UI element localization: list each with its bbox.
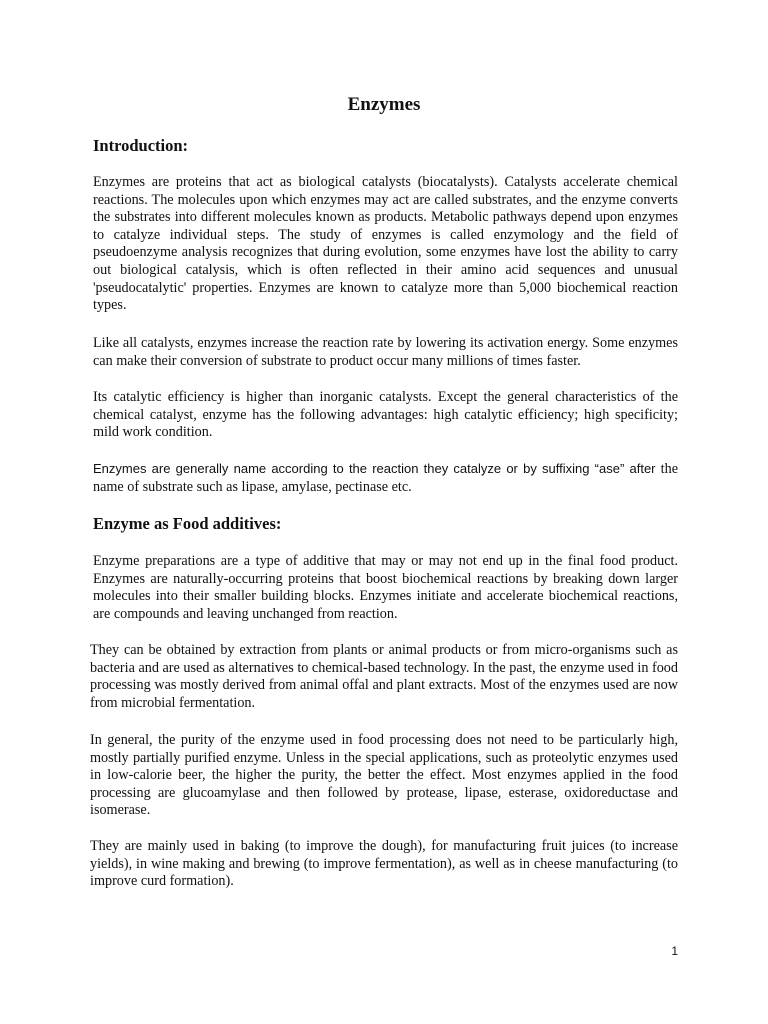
naming-convention-serif-line: the name of substrate such as lipase, amylase, pectinase etc. [93, 461, 678, 495]
food-additives-paragraph-1: Enzyme preparations are a type of additive that may or may not end up in the final food product. Enzymes are naturally-occurring proteins that boost biochemical reactions by breaking down larger molecules into their smaller building blocks. Enzymes initiate and accelerate biochemical reactions, are compounds and leaving unchanged from reaction. [93, 553, 678, 622]
intro-paragraph-2: Like all catalysts, enzymes increase the reaction rate by lowering its activation energy. Some enzymes can make their conversion of substrate to product occur many millions of times faster. [93, 335, 678, 369]
naming-convention-sans-line: Enzymes are generally name according to the reaction they catalyze or by suffixing “ase” after [93, 461, 656, 476]
food-additives-paragraph-2: They can be obtained by extraction from plants or animal products or from micro-organisms such as bacteria and are used as alternatives to chemical-based technology. In the past, the enzyme used in food processing was mostly derived from animal offal and plant extracts. Most of the enzymes used are now from microbial fermentation. [90, 642, 678, 711]
section-heading-introduction: Introduction: [93, 136, 189, 155]
intro-paragraph-4 [93, 460, 678, 496]
page-number: 1 [671, 944, 678, 958]
food-additives-paragraph-3: In general, the purity of the enzyme used in food processing does not need to be particularly high, mostly partially purified enzyme. Unless in the special applications, such as proteolytic enzymes used in low-calorie beer, the higher the purity, the better the effect. Most enzymes applied in the food processing are glucoamylase and then followed by protease, lipase, esterase, oxidoreductase and isomerase. [90, 732, 678, 819]
intro-paragraph-3: Its catalytic efficiency is higher than inorganic catalysts. Except the general characteristics of the chemical catalyst, enzyme has the following advantages: high catalytic efficiency; high specificity; mild work condition. [93, 389, 678, 441]
food-additives-paragraph-4: They are mainly used in baking (to improve the dough), for manufacturing fruit juices (to increase yields), in wine making and brewing (to improve fermentation), as well as in cheese manufacturing (to improve curd formation). [90, 838, 678, 890]
section-heading-food-additives: Enzyme as Food additives: [93, 514, 282, 533]
intro-paragraph-1: Enzymes are proteins that act as biological catalysts (biocatalysts). Catalysts accelerate chemical reactions. The molecules upon which enzymes may act are called substrates, and the enzyme converts the substrates into different molecules known as products. Metabolic pathways depend upon enzymes to catalyze individual steps. The study of enzymes is called enzymology and the field of pseudoenzyme analysis recognizes that during evolution, some enzymes have lost the ability to carry out biological catalysis, which is often reflected in their amino acid sequences and unusual 'pseudocatalytic' properties. Enzymes are known to catalyze more than 5,000 biochemical reaction types. [93, 174, 678, 314]
document-title: Enzymes [347, 94, 421, 115]
